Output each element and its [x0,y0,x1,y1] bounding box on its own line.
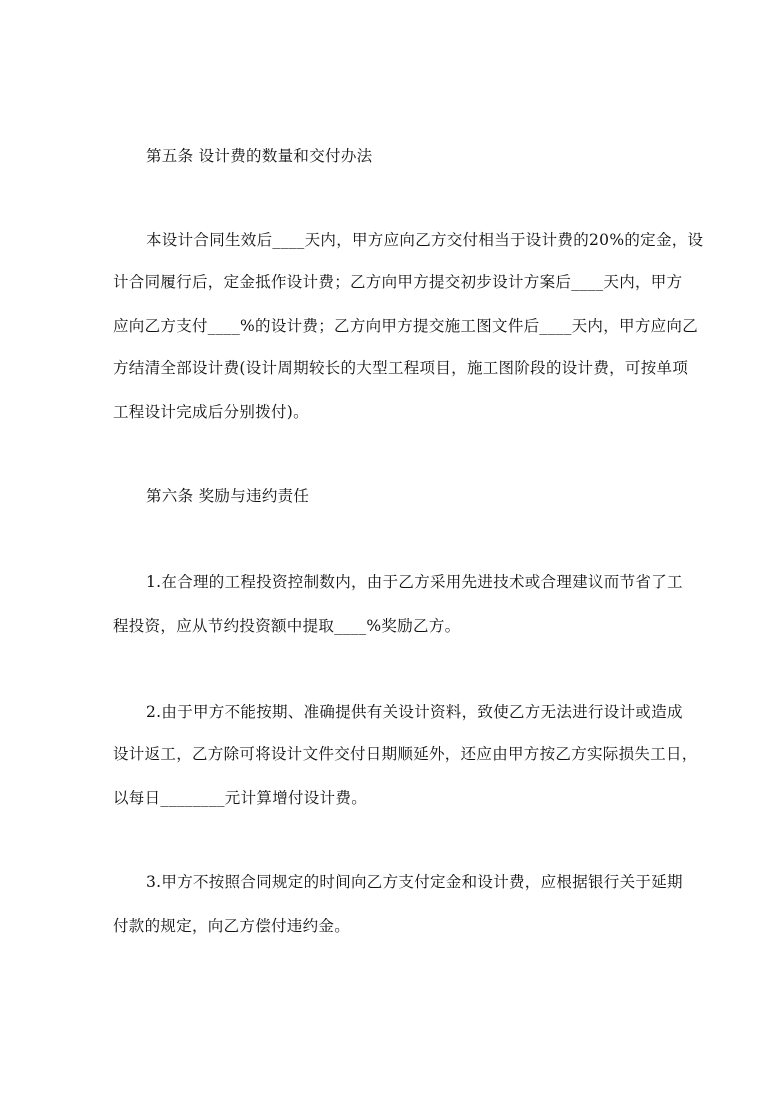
section6-heading: 第六条 奖励与违约责任 [146,487,310,505]
section5-line-5: 工程设计完成后分别拨付)。 [113,403,309,421]
item1-line-2: 程投资，应从节约投资额中提取____%奖励乙方。 [113,617,461,635]
item2-line-2: 设计返工，乙方除可将设计文件交付日期顺延外，还应由甲方按乙方实际损失工日， [113,745,698,763]
section5-line-4: 方结清全部设计费(设计周期较长的大型工程项目，施工图阶段的设计费，可按单项 [113,359,689,377]
item3-line-2: 付款的规定，向乙方偿付违约金。 [113,917,351,935]
item2-line-3: 以每日________元计算增付设计费。 [113,789,368,807]
section5-heading: 第五条 设计费的数量和交付办法 [146,147,373,165]
item2-line-1: 2.由于甲方不能按期、准确提供有关设计资料，致使乙方无法进行设计或造成 [146,703,683,721]
item3-line-1: 3.甲方不按照合同规定的时间向乙方支付定金和设计费，应根据银行关于延期 [146,873,683,891]
item1-line-1: 1.在合理的工程投资控制数内，由于乙方采用先进技术或合理建议而节省了工 [146,573,683,591]
section5-line-1: 本设计合同生效后____天内，甲方应向乙方交付相当于设计费的20%的定金，设 [146,231,704,249]
section5-line-2: 计合同履行后，定金抵作设计费；乙方向甲方提交初步设计方案后____天内，甲方 [113,273,683,291]
section5-line-3: 应向乙方支付____%的设计费；乙方向甲方提交施工图文件后____天内，甲方应向乙 [113,317,699,335]
